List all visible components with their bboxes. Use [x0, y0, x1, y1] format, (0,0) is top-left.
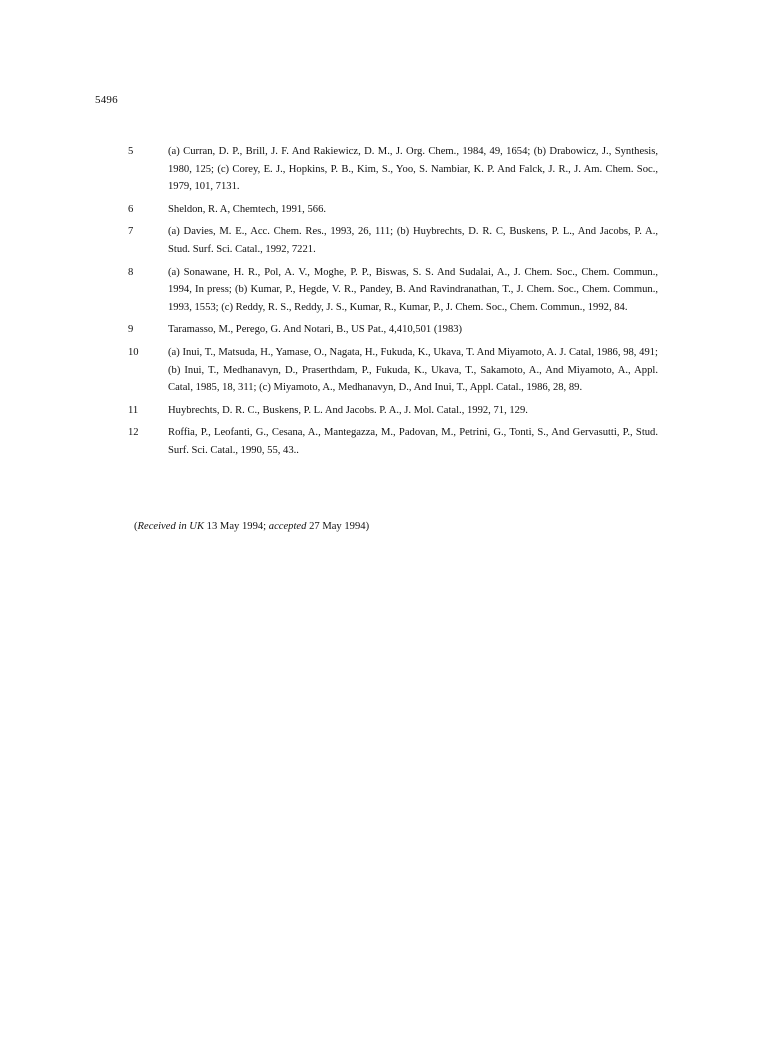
reference-item	[128, 321, 658, 339]
accepted-date: 27 May 1994)	[306, 521, 370, 532]
received-open-paren: (	[134, 521, 138, 532]
reference-number: 10	[128, 346, 139, 358]
reference-number: 6	[128, 203, 134, 215]
reference-text: Roffia, P., Leofanti, G., Cesana, A., Mantegazza, M., Padovan, M., Petrini, G., Tonti, S., And Gervasutti, P., Stud. Surf. Sci. Catal., 1990, 55, 43..	[168, 427, 658, 456]
reference-item	[128, 143, 658, 196]
reference-item	[128, 402, 658, 420]
reference-item	[128, 344, 658, 397]
reference-number: 11	[128, 404, 139, 416]
reference-text: Sheldon, R. A, Chemtech, 1991, 566.	[168, 203, 327, 215]
received-label: Received in UK	[137, 521, 205, 532]
reference-text: (a) Davies, M. E., Acc. Chem. Res., 1993, 26, 111; (b) Huybrechts, D. R. C, Buskens, P. L., And Jacobs, P. A., Stud. Surf. Sci. Catal., 1992, 7221.	[168, 226, 658, 255]
reference-text: (a) Sonawane, H. R., Pol, A. V., Moghe, P. P., Biswas, S. S. And Sudalai, A., J. Chem. Soc., Chem. Commun., 1994, In press; (b) Kumar, P., Hegde, V. R., Pandey, B. And Ravindranathan, T., J. Chem. Soc., Chem. Commun., 1993, 1553; (c) Reddy, R. S., Reddy, J. S., Kumar, R., Kumar, P., J. Chem. Soc., Chem. Commun., 1992, 84.	[168, 266, 658, 313]
page-number: 5496	[95, 94, 118, 106]
received-note	[134, 520, 369, 534]
reference-list	[128, 143, 658, 465]
reference-number: 7	[128, 226, 134, 238]
reference-text: Huybrechts, D. R. C., Buskens, P. L. And Jacobs. P. A., J. Mol. Catal., 1992, 71, 129.	[168, 404, 528, 416]
reference-number: 12	[128, 427, 139, 439]
reference-number: 8	[128, 266, 134, 278]
reference-item	[128, 424, 658, 459]
reference-text: Taramasso, M., Perego, G. And Notari, B., US Pat., 4,410,501 (1983)	[168, 324, 463, 336]
received-date: 13 May 1994;	[204, 521, 269, 532]
reference-number: 5	[128, 146, 134, 157]
reference-item	[128, 264, 658, 317]
reference-item	[128, 201, 658, 219]
reference-number: 9	[128, 324, 134, 336]
reference-text: (a) Inui, T., Matsuda, H., Yamase, O., Nagata, H., Fukuda, K., Ukava, T. And Miyamoto, A. J. Catal, 1986, 98, 491; (b) Inui, T., Medhanavyn, D., Praserthdam, P., Fukuda, K., Ukava, T., Sakamoto, A., And Miyamoto, A., Appl. Catal, 1985, 18, 311; (c) Miyamoto, A., Medhanavyn, D., And Inui, T., Appl. Catal., 1986, 28, 89.	[168, 346, 658, 394]
reference-text: (a) Curran, D. P., Brill, J. F. And Rakiewicz, D. M., J. Org. Chem., 1984, 49, 1654; (b) Drabowicz, J., Synthesis, 1980, 125; (c) Corey, E. J., Hopkins, P. B., Kim, S., Yoo, S. Nambiar, K. P. And Falck, J. R., J. Am. Chem. Soc., 1979, 101, 7131.	[168, 146, 658, 193]
reference-item	[128, 223, 658, 258]
accepted-label: accepted	[268, 521, 307, 532]
